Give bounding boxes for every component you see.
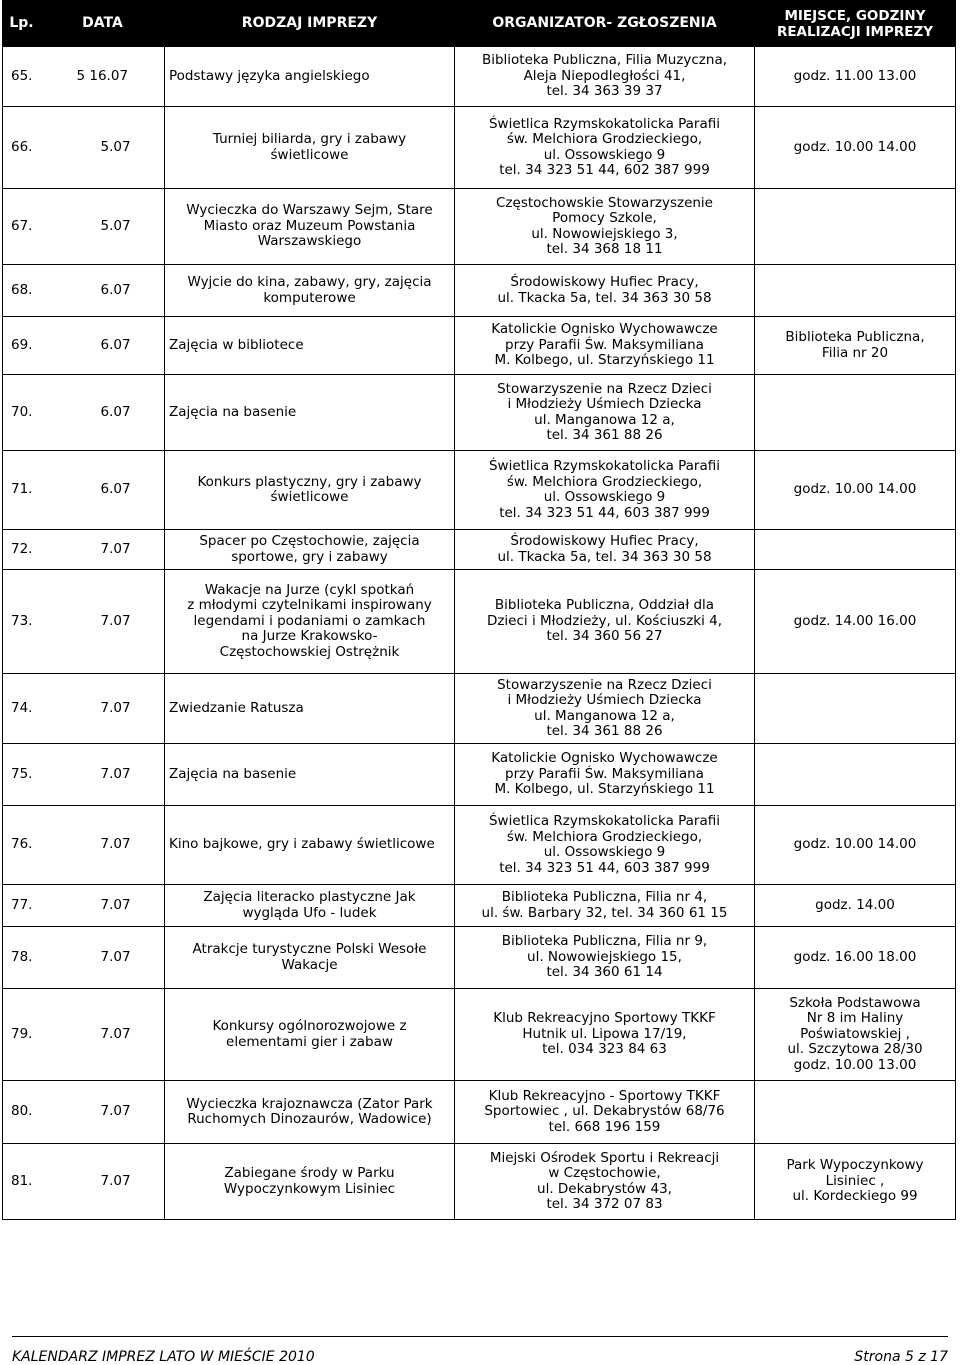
organizer-line: ul. Ossowskiego 9: [543, 844, 666, 860]
row-lp: 65.: [3, 47, 41, 107]
page-footer: [12, 1336, 948, 1365]
row-date: 6.07: [41, 451, 165, 530]
row-place: [755, 1081, 956, 1144]
organizer-line: Biblioteka Publiczna, Oddział dla: [494, 597, 715, 614]
place-line: godz. 14.00 16.00: [793, 612, 917, 629]
event-line: Wycieczka do Warszawy Sejm, Stare: [186, 202, 433, 219]
organizer-line: Klub Rekreacyjno - Sportowy TKKF: [488, 1087, 721, 1104]
event-line: sportowe, gry i zabawy: [231, 548, 388, 565]
row-event-type: Zwiedzanie Ratusza: [165, 674, 455, 744]
row-date: 7.07: [41, 989, 165, 1081]
row-lp: 80.: [3, 1081, 41, 1144]
organizer-line: Miejski Ośrodek Sportu i Rekreacji: [489, 1149, 720, 1166]
event-line: Częstochowskiej Ostrężnik: [219, 643, 400, 660]
place-line: Szkoła Podstawowa: [789, 994, 921, 1011]
table-row: [3, 744, 956, 806]
footer-title: KALENDARZ IMPREZ LATO W MIEŚCIE 2010: [12, 1349, 315, 1365]
organizer-line: Biblioteka Publiczna, Filia nr 9,: [501, 933, 708, 950]
row-place: [755, 806, 956, 885]
organizer-line: Aleja Niepodległości 41,: [523, 67, 686, 84]
row-place: [755, 107, 956, 189]
row-lp: 75.: [3, 744, 41, 806]
table-row: [3, 451, 956, 530]
row-place: [755, 1144, 956, 1220]
row-lp: 67.: [3, 189, 41, 265]
table-body: [3, 47, 956, 1220]
row-event-type: Zajęcia na basenie: [165, 744, 455, 806]
organizer-line: Hutnik ul. Lipowa 17/19,: [522, 1025, 687, 1042]
row-organizer: [455, 265, 755, 317]
row-place: [755, 189, 956, 265]
place-line: godz. 10.00 13.00: [793, 1056, 917, 1073]
row-lp: 77.: [3, 885, 41, 927]
row-date: 7.07: [41, 744, 165, 806]
event-line: komputerowe: [263, 289, 356, 306]
organizer-line: św. Melchiora Grodzieckiego,: [506, 828, 703, 845]
table-row: [3, 317, 956, 375]
organizer-line: św. Melchiora Grodzieckiego,: [506, 131, 703, 147]
row-place: [755, 989, 956, 1081]
organizer-line: i Młodzieży Uśmiech Dziecka: [507, 396, 702, 412]
row-lp: 68.: [3, 265, 41, 317]
place-line: godz. 14.00: [815, 896, 895, 913]
table-row: [3, 1144, 956, 1220]
row-organizer: [455, 375, 755, 451]
row-event-type: [165, 1081, 455, 1144]
row-event-type: [165, 451, 455, 530]
row-organizer: [455, 674, 755, 744]
table-row: [3, 806, 956, 885]
organizer-line: Świetlica Rzymskokatolicka Parafii: [488, 458, 721, 474]
organizer-line: tel. 34 323 51 44, 603 387 999: [499, 859, 710, 876]
organizer-line: ul. św. Barbary 32, tel. 34 360 61 15: [481, 904, 728, 921]
organizer-line: przy Parafii Św. Maksymiliana: [505, 765, 704, 782]
organizer-line: Środowiskowy Hufiec Pracy,: [510, 533, 699, 549]
header-lp: Lp.: [3, 1, 41, 47]
organizer-line: ul. Ossowskiego 9: [543, 489, 666, 505]
organizer-line: tel. 34 323 51 44, 602 387 999: [499, 162, 710, 178]
place-line: Filia nr 20: [821, 344, 889, 361]
table-row: [3, 189, 956, 265]
header-place-line1: MIEJSCE, GODZINY: [784, 7, 926, 24]
event-line: Atrakcje turystyczne Polski Wesołe: [192, 941, 427, 957]
row-place: [755, 317, 956, 375]
place-line: Nr 8 im Haliny: [806, 1010, 904, 1027]
organizer-line: tel. 34 363 39 37: [546, 83, 663, 100]
row-place: [755, 375, 956, 451]
row-date: 7.07: [41, 1081, 165, 1144]
organizer-line: tel. 34 323 51 44, 603 387 999: [499, 504, 710, 521]
organizer-line: ul. Tkacka 5a, tel. 34 363 30 58: [497, 548, 712, 565]
place-line: godz. 10.00 14.00: [793, 138, 917, 155]
row-place: [755, 674, 956, 744]
row-place: [755, 570, 956, 674]
organizer-line: Biblioteka Publiczna, Filia Muzyczna,: [481, 52, 728, 69]
organizer-line: ul. Nowowiejskiego 3,: [531, 225, 678, 242]
row-event-type: [165, 107, 455, 189]
row-lp: 69.: [3, 317, 41, 375]
organizer-line: Świetlica Rzymskokatolicka Parafii: [488, 813, 721, 829]
event-line: Spacer po Częstochowie, zajęcia: [199, 533, 420, 549]
organizer-line: tel. 668 196 159: [548, 1118, 661, 1135]
row-date: 7.07: [41, 885, 165, 927]
organizer-line: tel. 34 361 88 26: [546, 723, 663, 739]
event-line: Konkurs plastyczny, gry i zabawy: [197, 473, 422, 490]
place-line: ul. Szczytowa 28/30: [787, 1041, 923, 1058]
row-place: [755, 265, 956, 317]
row-organizer: [455, 189, 755, 265]
row-organizer: [455, 806, 755, 885]
row-date: 7.07: [41, 530, 165, 570]
table-row: [3, 107, 956, 189]
organizer-line: Świetlica Rzymskokatolicka Parafii: [488, 115, 721, 132]
row-organizer: [455, 107, 755, 189]
organizer-line: Stowarzyszenie na Rzecz Dzieci: [497, 676, 712, 693]
row-place: [755, 47, 956, 107]
organizer-line: Częstochowskie Stowarzyszenie: [496, 194, 713, 211]
row-organizer: [455, 530, 755, 570]
row-event-type: [165, 570, 455, 674]
row-organizer: [455, 451, 755, 530]
event-line: Wycieczka krajoznawcza (Zator Park: [186, 1095, 433, 1112]
row-event-type: [165, 189, 455, 265]
row-event-type: [165, 265, 455, 317]
row-date: 5 16.07: [41, 47, 165, 107]
organizer-line: Katolickie Ognisko Wychowawcze: [491, 321, 718, 338]
row-date: 7.07: [41, 927, 165, 989]
organizer-line: tel. 34 368 18 11: [546, 241, 663, 257]
row-lp: 81.: [3, 1144, 41, 1220]
row-event-type: [165, 927, 455, 989]
event-line: na Jurze Krakowsko-: [241, 628, 378, 645]
organizer-line: tel. 34 361 88 26: [546, 427, 663, 443]
row-lp: 73.: [3, 570, 41, 674]
place-line: Park Wypoczynkowy: [786, 1157, 924, 1174]
place-line: godz. 16.00 18.00: [793, 948, 917, 965]
row-lp: 76.: [3, 806, 41, 885]
organizer-line: św. Melchiora Grodzieckiego,: [506, 473, 703, 490]
events-table: [2, 0, 956, 1220]
row-place: [755, 744, 956, 806]
place-line: godz. 11.00 13.00: [793, 67, 917, 84]
event-line: Miasto oraz Muzeum Powstania: [203, 217, 416, 234]
row-date: 7.07: [41, 1144, 165, 1220]
table-row: [3, 885, 956, 927]
row-date: 6.07: [41, 317, 165, 375]
event-line: z młodymi czytelnikami inspirowany: [187, 597, 432, 614]
row-event-type: [165, 530, 455, 570]
row-lp: 70.: [3, 375, 41, 451]
header-organizer: ORGANIZATOR- ZGŁOSZENIA: [455, 1, 755, 47]
event-line: Ruchomych Dinozaurów, Wadowice): [187, 1111, 432, 1127]
table-row: [3, 927, 956, 989]
organizer-line: ul. Manganowa 12 a,: [534, 707, 675, 724]
event-line: Zabiegane środy w Parku: [224, 1165, 395, 1181]
row-organizer: [455, 989, 755, 1081]
event-line: Turniej biliarda, gry i zabawy: [212, 131, 407, 147]
row-organizer: [455, 1081, 755, 1144]
row-date: 7.07: [41, 570, 165, 674]
event-line: legendami i podaniami o zamkach: [193, 612, 426, 629]
row-date: 5.07: [41, 189, 165, 265]
header-place: [755, 1, 956, 47]
row-lp: 71.: [3, 451, 41, 530]
organizer-line: Katolickie Ognisko Wychowawcze: [491, 750, 718, 767]
row-lp: 66.: [3, 107, 41, 189]
organizer-line: tel. 34 360 61 14: [546, 964, 663, 981]
row-organizer: [455, 744, 755, 806]
row-date: 5.07: [41, 107, 165, 189]
header-date: DATA: [41, 1, 165, 47]
event-line: Wypoczynkowym Lisiniec: [223, 1180, 396, 1197]
organizer-line: Sportowiec , ul. Dekabrystów 68/76: [484, 1103, 725, 1120]
row-event-type: Kino bajkowe, gry i zabawy świetlicowe: [165, 806, 455, 885]
row-event-type: Zajęcia w bibliotece: [165, 317, 455, 375]
organizer-line: tel. 034 323 84 63: [542, 1041, 667, 1058]
table-row: [3, 570, 956, 674]
place-line: ul. Kordeckiego 99: [792, 1188, 918, 1205]
organizer-line: Pomocy Szkole,: [552, 210, 657, 226]
row-lp: 79.: [3, 989, 41, 1081]
organizer-line: tel. 34 360 56 27: [546, 628, 663, 645]
row-date: 6.07: [41, 375, 165, 451]
place-line: Biblioteka Publiczna,: [785, 329, 925, 345]
table-row: [3, 530, 956, 570]
header-type: RODZAJ IMPREZY: [165, 1, 455, 47]
row-event-type: [165, 885, 455, 927]
organizer-line: ul. Nowowiejskiego 15,: [527, 948, 682, 965]
table-row: [3, 989, 956, 1081]
organizer-line: Klub Rekreacyjno Sportowy TKKF: [493, 1010, 716, 1027]
organizer-line: Stowarzyszenie na Rzecz Dzieci: [497, 380, 712, 397]
row-organizer: [455, 1144, 755, 1220]
event-line: Wyjcie do kina, zabawy, gry, zajęcia: [187, 274, 432, 290]
organizer-line: Dzieci i Młodzieży, ul. Kościuszki 4,: [486, 612, 723, 629]
place-line: Lisiniec ,: [825, 1172, 885, 1189]
organizer-line: M. Kolbego, ul. Starzyńskiego 11: [494, 352, 715, 369]
row-event-type: Podstawy języka angielskiego: [165, 47, 455, 107]
place-line: Poświatowskiej ,: [800, 1025, 910, 1042]
table-row: [3, 674, 956, 744]
row-event-type: Zajęcia na basenie: [165, 375, 455, 451]
organizer-line: ul. Ossowskiego 9: [543, 146, 666, 163]
row-lp: 72.: [3, 530, 41, 570]
row-place: [755, 530, 956, 570]
organizer-line: w Częstochowie,: [548, 1165, 661, 1181]
row-organizer: [455, 47, 755, 107]
event-line: Wakacje: [281, 956, 338, 973]
organizer-line: ul. Manganowa 12 a,: [534, 411, 675, 428]
row-place: [755, 927, 956, 989]
row-place: [755, 451, 956, 530]
organizer-line: Biblioteka Publiczna, Filia nr 4,: [501, 889, 708, 905]
event-line: Konkursy ogólnorozwojowe z: [212, 1018, 407, 1034]
row-organizer: [455, 317, 755, 375]
event-line: Zajęcia literacko plastyczne Jak: [203, 889, 416, 905]
row-event-type: [165, 989, 455, 1081]
organizer-line: Środowiskowy Hufiec Pracy,: [510, 274, 699, 290]
row-date: 7.07: [41, 806, 165, 885]
row-date: 7.07: [41, 674, 165, 744]
row-place: [755, 885, 956, 927]
table-row: [3, 265, 956, 317]
event-line: wygląda Ufo - ludek: [242, 904, 377, 921]
event-line: elementami gier i zabaw: [226, 1033, 393, 1050]
organizer-line: tel. 34 372 07 83: [546, 1196, 663, 1212]
event-line: świetlicowe: [270, 146, 349, 163]
organizer-line: ul. Tkacka 5a, tel. 34 363 30 58: [497, 289, 712, 306]
place-line: godz. 10.00 14.00: [793, 481, 917, 498]
header-place-line2: REALIZACJI IMPREZY: [776, 23, 934, 40]
table-header-row: [3, 1, 956, 47]
row-organizer: [455, 570, 755, 674]
row-date: 6.07: [41, 265, 165, 317]
table-row: [3, 1081, 956, 1144]
organizer-line: M. Kolbego, ul. Starzyńskiego 11: [494, 781, 715, 798]
footer-page-number: Strona 5 z 17: [854, 1349, 948, 1365]
place-line: godz. 10.00 14.00: [793, 836, 917, 853]
organizer-line: i Młodzieży Uśmiech Dziecka: [507, 692, 702, 708]
row-event-type: [165, 1144, 455, 1220]
event-line: Wakacje na Jurze (cykl spotkań: [204, 581, 415, 598]
table-row: [3, 47, 956, 107]
row-organizer: [455, 927, 755, 989]
row-lp: 74.: [3, 674, 41, 744]
table-row: [3, 375, 956, 451]
row-lp: 78.: [3, 927, 41, 989]
organizer-line: ul. Dekabrystów 43,: [537, 1180, 672, 1197]
event-line: Warszawskiego: [257, 233, 362, 250]
organizer-line: przy Parafii Św. Maksymiliana: [505, 336, 704, 353]
event-line: świetlicowe: [270, 489, 349, 505]
row-organizer: [455, 885, 755, 927]
